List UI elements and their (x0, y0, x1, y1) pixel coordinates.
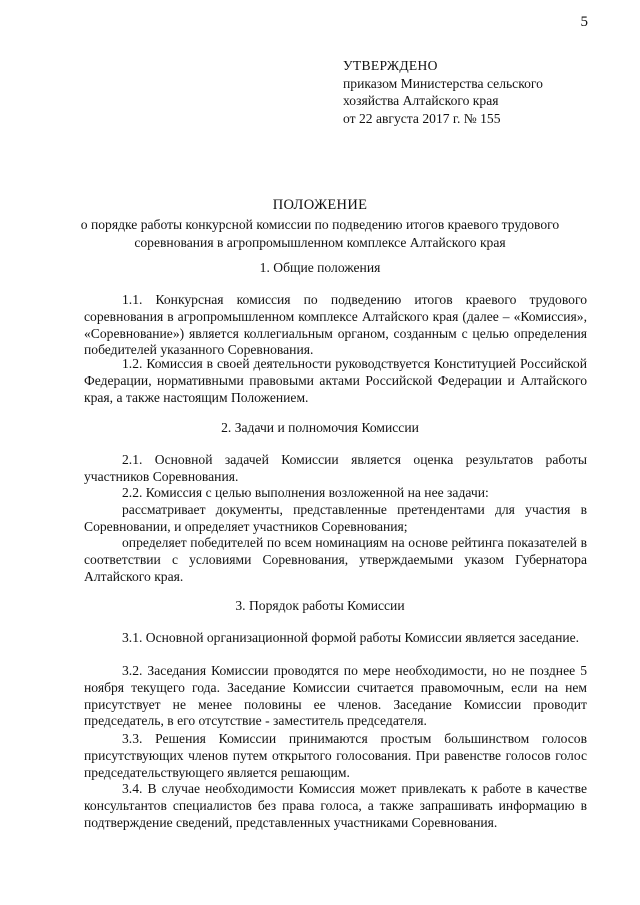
approval-line: приказом Министерства сельского (343, 75, 543, 91)
paragraph: 3.3. Решения Комиссии принимаются простым большинством голосов присутствующих членов путем открытого голосования. При равенстве голосов голос председательствующего является решающим. (84, 731, 587, 780)
section-heading: 3. Порядок работы Комиссии (235, 598, 405, 613)
approval-line: от 22 августа 2017 г. № 155 (343, 110, 501, 126)
document-subtitle: о порядке работы конкурсной комиссии по подведению итогов краевого трудового (80, 217, 560, 232)
document-subtitle: соревнования в агропромышленном комплексе Алтайского края (134, 234, 506, 250)
paragraph: 1.1. Конкурсная комиссия по подведению итогов краевого трудового соревнования в агропромышленном комплексе Алтайского края (далее – «Комиссия», «Соревнование») является коллегиальным органом, созданным с целью определения победителей указанного Соревнования. (84, 292, 587, 358)
paragraph: 3.1. Основной организационной формой работы Комиссии является заседание. (122, 630, 580, 645)
paragraph: рассматривает документы, представленные претендентами для участия в Соревновании, и определяет участников Соревнования; (84, 502, 587, 534)
paragraph: 3.2. Заседания Комиссии проводятся по мере необходимости, но не позднее 5 ноября текущего года. Заседание Комиссии считается правомочным, если на нем присутствует не менее половины ее членов. Заседание Комиссии проводит председатель, в его отсутствие - заместитель председателя. (84, 663, 587, 729)
page-number: 5 (580, 14, 588, 30)
approval-block (343, 57, 543, 127)
document-header (0, 197, 640, 251)
paragraph: 2.1. Основной задачей Комиссии является оценка результатов работы участников Соревнования. (84, 452, 587, 484)
approval-title: УТВЕРЖДЕНО (343, 58, 438, 73)
section-heading: 1. Общие положения (259, 260, 381, 275)
paragraph: 3.4. В случае необходимости Комиссия может привлекать к работе в качестве консультантов специалистов без права голоса, а также запрашивать информацию в подтверждение сведений, представленных участниками Соревнования. (84, 781, 587, 830)
section-heading: 2. Задачи и полномочия Комиссии (221, 420, 419, 435)
paragraph: 2.2. Комиссия с целью выполнения возложенной на нее задачи: (122, 485, 489, 500)
approval-line: хозяйства Алтайского края (343, 93, 499, 108)
paragraph: определяет победителей по всем номинациям на основе рейтинга показателей в соответствии с условиями Соревнования, утверждаемыми указом Губернатора Алтайского края. (84, 535, 587, 584)
paragraph: 1.2. Комиссия в своей деятельности руководствуется Конституцией Российской Федерации, нормативными правовыми актами Российской Федерации и Алтайского края, а также настоящим Положением. (84, 356, 587, 405)
document-title: ПОЛОЖЕНИЕ (272, 197, 368, 213)
